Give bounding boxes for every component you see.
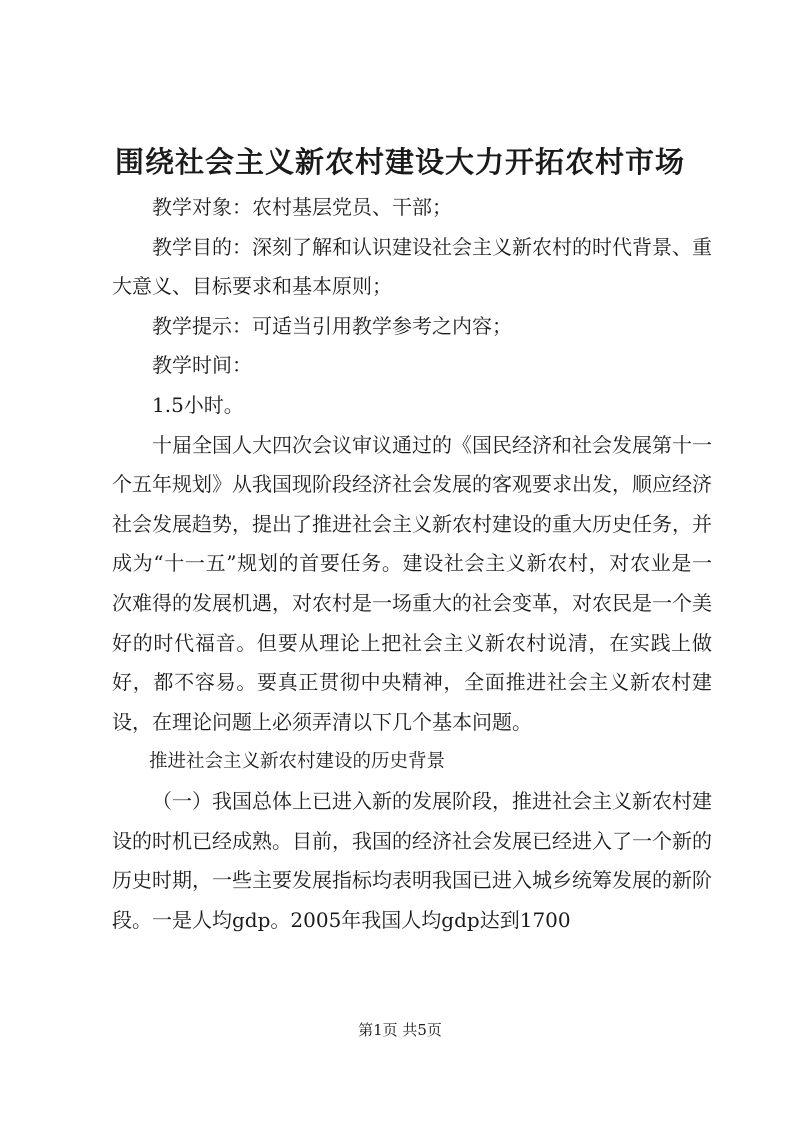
page-footer: 第1页 共5页 bbox=[358, 1021, 442, 1039]
paragraph-intro: 十届全国人大四次会议审议通过的《国民经济和社会发展第十一个五年规划》从我国现阶段经济社会发展的客观要求出发，顺应经济社会发展趋势，提出了推进社会主义新农村建设的重大历史任务，并成为“十一五”规划的首要任务。建设社会主义新农村，对农业是一次难得的发展机遇，对农村是一场重大的社会变革，对农民是一个美好的时代福音。但要从理论上把社会主义新农村说清，在实践上做好，都不容易。要真正贯彻中央精神，全面推进社会主义新农村建设，在理论问题上必须弄清以下几个基本问题。 bbox=[112, 432, 712, 734]
paragraph-duration: 1.5小时。 bbox=[152, 392, 244, 417]
paragraph-teaching-hint: 教学提示：可适当引用教学参考之内容； bbox=[152, 313, 512, 338]
document-title: 围绕社会主义新农村建设大力开拓农村市场 bbox=[114, 145, 685, 179]
paragraph-teaching-goal: 教学目的：深刻了解和认识建设社会主义新农村的时代背景、重大意义、目标要求和基本原则； bbox=[112, 234, 712, 299]
paragraph-teaching-time: 教学时间： bbox=[152, 353, 252, 378]
paragraph-teaching-target: 教学对象：农村基层党员、干部； bbox=[152, 195, 452, 219]
section-heading: 推进社会主义新农村建设的历史背景 bbox=[149, 751, 446, 773]
document-body bbox=[112, 188, 712, 940]
paragraph-section-1: （一）我国总体上已进入新的发展阶段，推进社会主义新农村建设的时机已经成熟。目前，我国的经济社会发展已经进入了一个新的历史时期，一些主要发展指标均表明我国已进入城乡统筹发展的新阶段。一是人均gdp。2005年我国人均gdp达到1700 bbox=[112, 788, 712, 932]
